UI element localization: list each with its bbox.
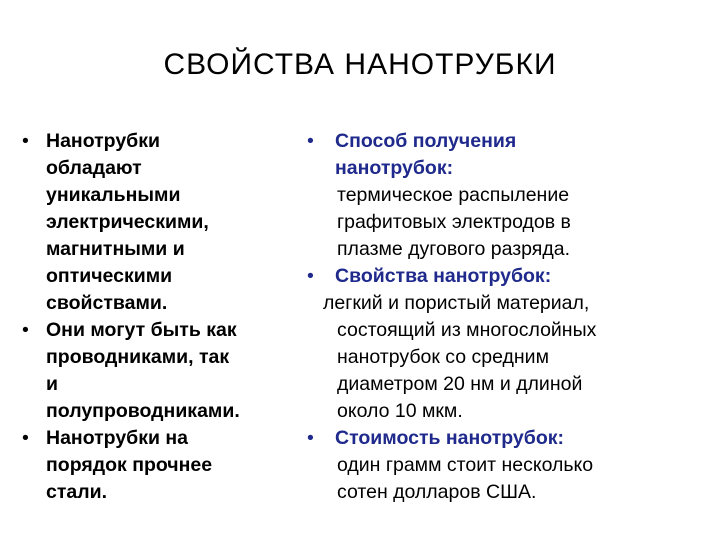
left-column-list (20, 128, 310, 506)
list-item-text: Нанотрубки на порядок прочнее стали. (46, 427, 213, 503)
list-item (305, 425, 715, 506)
list-item (20, 317, 310, 425)
right-column-list (305, 128, 715, 506)
bullet-icon: • (307, 130, 314, 152)
bullet-icon: • (307, 427, 314, 449)
list-item (305, 263, 715, 425)
list-item (20, 128, 310, 317)
slide-title: СВОЙСТВА НАНОТРУБКИ (163, 48, 557, 81)
bullet-icon: • (22, 130, 29, 152)
section-body-first-line: легкий и пористый материал, (323, 292, 590, 314)
list-item-text: Нанотрубки обладают уникальными электрическими, магнитными и оптическими свойствами. (46, 130, 209, 314)
section-heading: Свойства нанотрубок: (335, 265, 552, 287)
bullet-icon: • (22, 427, 29, 449)
list-item (305, 128, 715, 263)
section-heading: Стоимость нанотрубок: (335, 427, 564, 449)
section-body: термическое распыление графитовых электродов в плазме дугового разряда. (337, 184, 571, 260)
section-heading: Способ получения нанотрубок: (335, 130, 517, 179)
bullet-icon: • (307, 265, 314, 287)
list-item (20, 425, 310, 506)
section-body: один грамм стоит несколько сотен долларов США. (337, 454, 594, 503)
bullet-icon: • (22, 319, 29, 341)
list-item-text: Они могут быть как проводниками, так и полупроводниками. (46, 319, 240, 422)
section-body: состоящий из многослойных нанотрубок со средним диаметром 20 нм и длиной около 10 мкм. (337, 319, 597, 422)
